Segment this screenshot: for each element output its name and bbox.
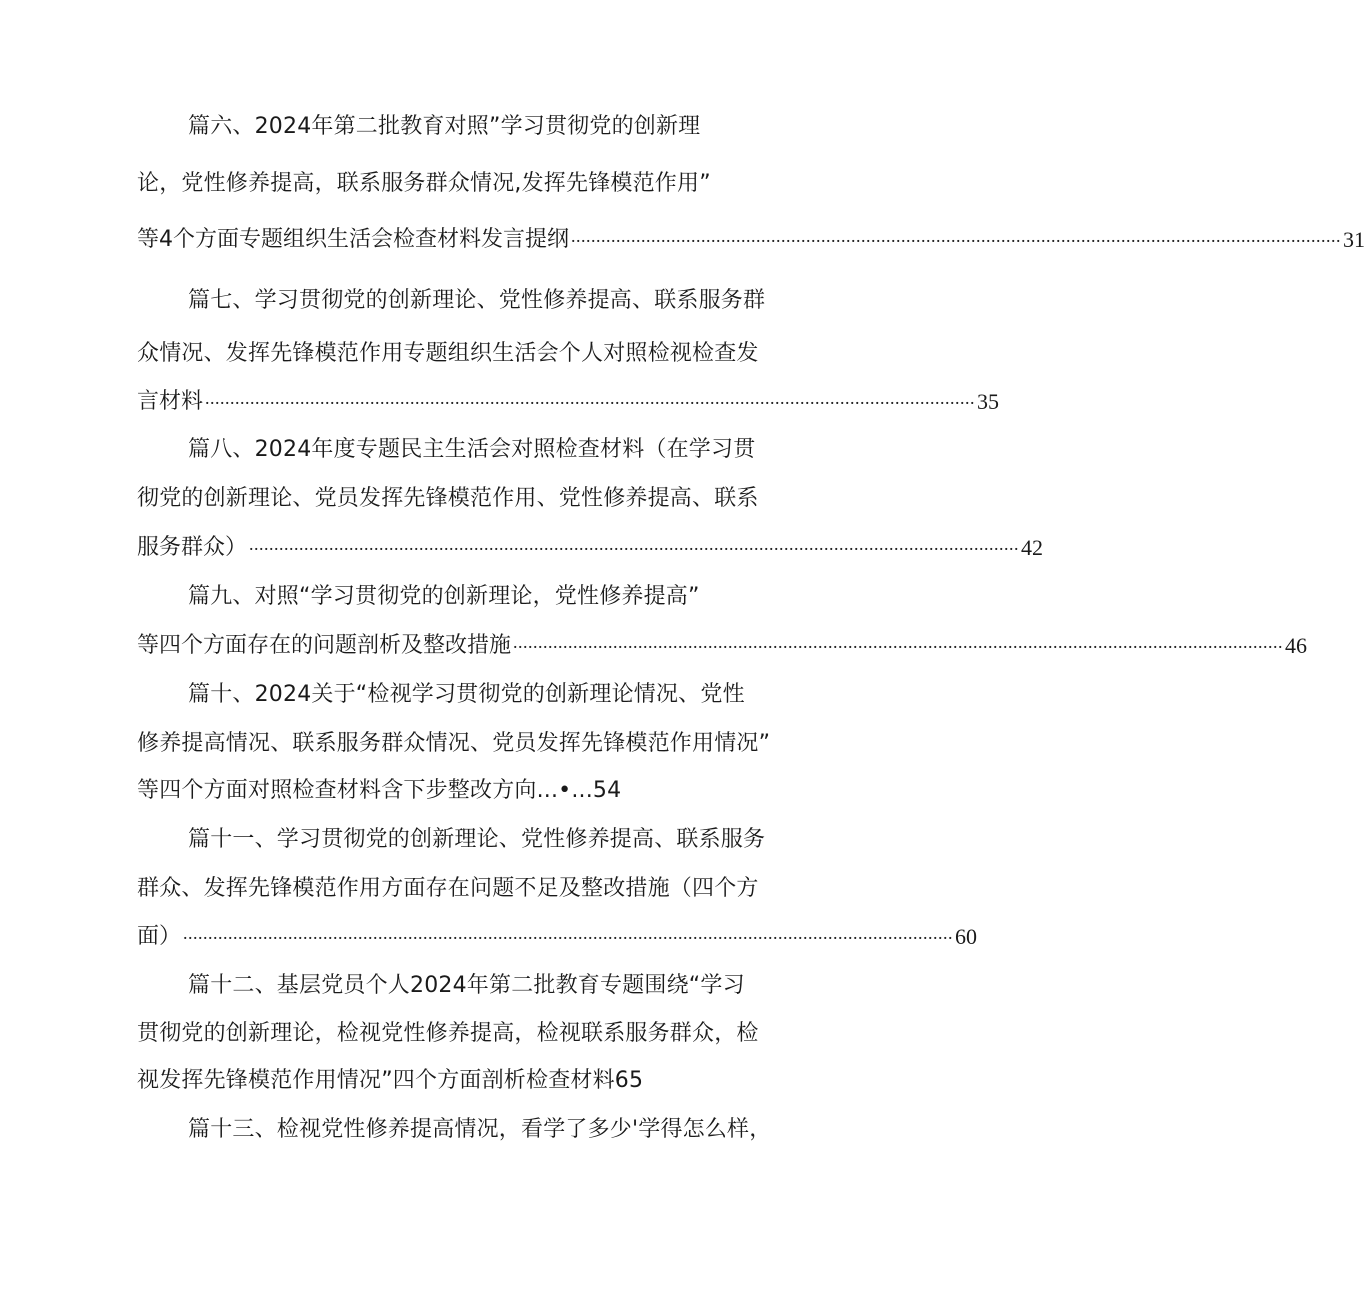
toc-page-number: 60 [955,924,978,949]
toc-entry-last-line[interactable] [137,631,1308,661]
toc-entry-line: 群众、发挥先锋模范作用方面存在问题不足及整改措施（四个方 [137,876,759,901]
dot-leader: .......................................................................................................................................................... [183,923,954,943]
toc-entry-last-line[interactable]: 等四个方面对照检查材料含下步整改方向...•...54 [137,778,622,803]
toc-entry-line: 修养提高情况、联系服务群众情况、党员发挥先锋模范作用情况” [137,731,771,756]
toc-page-number: 35 [977,389,1000,414]
toc-entry-line[interactable]: 篇十三、检视党性修养提高情况，看学了多少'学得怎么样， [188,1117,772,1142]
toc-entry-line: 论，党性修养提高，联系服务群众情况,发挥先锋模范作用” [137,171,711,196]
toc-entry-text: 面） [137,924,182,949]
dot-leader: .......................................................................................................................................................... [513,632,1284,652]
toc-entry-last-line[interactable] [137,922,978,952]
toc-page-number: 42 [1021,535,1044,560]
toc-entry-text: 言材料 [137,389,204,414]
toc-entry-last-line[interactable] [137,533,1044,563]
toc-entry-line: 篇十二、基层党员个人2024年第二批教育专题围绕“学习 [188,973,745,998]
toc-entry-text: 服务群众） [137,535,248,560]
toc-entry-line: 彻党的创新理论、党员发挥先锋模范作用、党性修养提高、联系 [137,486,759,511]
toc-entry-line: 篇七、学习贯彻党的创新理论、党性修养提高、联系服务群 [188,288,766,313]
toc-entry-line: 篇九、对照“学习贯彻党的创新理论，党性修养提高” [188,584,700,609]
toc-entry-line: 篇六、2024年第二批教育对照”学习贯彻党的创新理 [188,114,701,139]
toc-entry-line: 贯彻党的创新理论，检视党性修养提高，检视联系服务群众，检 [137,1021,759,1046]
dot-leader: .......................................................................................................................................................... [249,534,1020,554]
toc-entry-last-line[interactable]: 视发挥先锋模范作用情况”四个方面剖析检查材料65 [137,1068,644,1093]
toc-page-number: 46 [1285,633,1308,658]
toc-entry-line: 篇八、2024年度专题民主生活会对照检查材料（在学习贯 [188,437,756,462]
toc-entry-last-line[interactable] [137,387,1000,417]
toc-entry-text: 等四个方面存在的问题剖析及整改措施 [137,633,512,658]
toc-entry-last-line[interactable] [137,225,1365,255]
dot-leader: .......................................................................................................................................................... [205,388,976,408]
toc-entry-line: 篇十一、学习贯彻党的创新理论、党性修养提高、联系服务 [188,827,766,852]
dot-leader: .......................................................................................................................................................... [571,226,1341,246]
toc-entry-line: 篇十、2024关于“检视学习贯彻党的创新理论情况、党性 [188,682,745,707]
toc-entry-line: 众情况、发挥先锋模范作用专题组织生活会个人对照检视检查发 [137,341,759,366]
toc-page-number: 31 [1343,227,1365,252]
toc-entry-text: 等4个方面专题组织生活会检查材料发言提纲 [137,227,569,252]
